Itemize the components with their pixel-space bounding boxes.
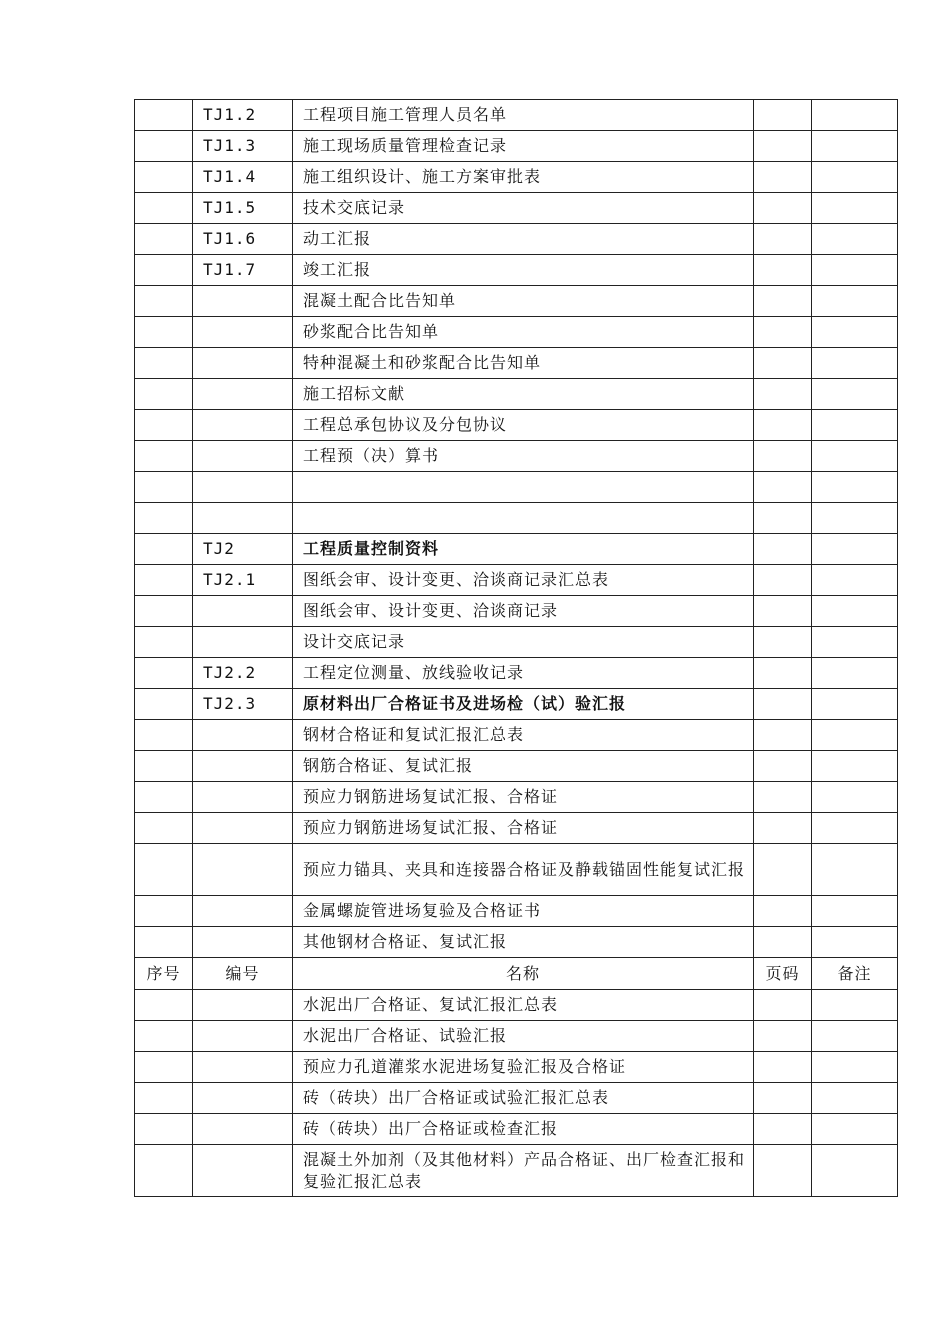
table-row [135, 410, 898, 441]
code-cell: TJ1.6 [193, 224, 293, 255]
note-cell [812, 658, 898, 689]
code-cell: TJ2 [193, 534, 293, 565]
seq-cell [135, 596, 193, 627]
code-cell [193, 348, 293, 379]
table-row [135, 720, 898, 751]
page-cell [754, 224, 812, 255]
note-cell [812, 410, 898, 441]
seq-cell [135, 1145, 193, 1197]
table-row [135, 751, 898, 782]
name-cell: 其他钢材合格证、复试汇报 [293, 927, 754, 958]
note-cell [812, 534, 898, 565]
table-header-row [135, 958, 898, 990]
note-cell [812, 689, 898, 720]
seq-cell [135, 1052, 193, 1083]
table-row [135, 255, 898, 286]
name-cell: 预应力钢筋进场复试汇报、合格证 [293, 782, 754, 813]
note-cell [812, 162, 898, 193]
table-header-row-group [135, 958, 898, 990]
code-cell [193, 1052, 293, 1083]
seq-cell [135, 782, 193, 813]
table-row [135, 348, 898, 379]
seq-cell [135, 627, 193, 658]
code-cell: TJ1.4 [193, 162, 293, 193]
note-cell [812, 565, 898, 596]
name-cell: 施工组织设计、施工方案审批表 [293, 162, 754, 193]
code-cell [193, 720, 293, 751]
table-row [135, 193, 898, 224]
seq-cell [135, 658, 193, 689]
name-cell: 混凝土配合比告知单 [293, 286, 754, 317]
seq-cell [135, 751, 193, 782]
name-cell: 预应力孔道灌浆水泥进场复验汇报及合格证 [293, 1052, 754, 1083]
page-cell [754, 1052, 812, 1083]
seq-cell [135, 689, 193, 720]
table-row [135, 782, 898, 813]
seq-cell [135, 472, 193, 503]
note-cell [812, 813, 898, 844]
page-cell [754, 503, 812, 534]
name-cell: 预应力钢筋进场复试汇报、合格证 [293, 813, 754, 844]
note-cell [812, 896, 898, 927]
table-row [135, 379, 898, 410]
page-cell [754, 813, 812, 844]
code-cell [193, 472, 293, 503]
page-cell [754, 472, 812, 503]
table-body-top [135, 100, 898, 958]
page-cell [754, 990, 812, 1021]
note-cell [812, 286, 898, 317]
header-code: 编号 [193, 958, 293, 990]
table-row [135, 534, 898, 565]
page-cell [754, 689, 812, 720]
seq-cell [135, 410, 193, 441]
table-row [135, 286, 898, 317]
name-cell: 动工汇报 [293, 224, 754, 255]
name-cell: 砂浆配合比告知单 [293, 317, 754, 348]
name-cell: 原材料出厂合格证书及进场检（试）验汇报 [293, 689, 754, 720]
page-cell [754, 534, 812, 565]
name-cell: 钢材合格证和复试汇报汇总表 [293, 720, 754, 751]
archive-index-table [134, 99, 898, 1197]
table-body-bottom [135, 990, 898, 1197]
code-cell [193, 627, 293, 658]
page-cell [754, 782, 812, 813]
name-cell: 工程质量控制资料 [293, 534, 754, 565]
seq-cell [135, 927, 193, 958]
page-cell [754, 1114, 812, 1145]
name-cell: 金属螺旋管进场复验及合格证书 [293, 896, 754, 927]
table-row [135, 317, 898, 348]
table-row [135, 162, 898, 193]
table-row [135, 472, 898, 503]
table-row [135, 1083, 898, 1114]
note-cell [812, 596, 898, 627]
seq-cell [135, 224, 193, 255]
name-cell: 施工现场质量管理检查记录 [293, 131, 754, 162]
page-cell [754, 410, 812, 441]
header-page: 页码 [754, 958, 812, 990]
table-row [135, 441, 898, 472]
page-cell [754, 751, 812, 782]
name-cell: 图纸会审、设计变更、洽谈商记录 [293, 596, 754, 627]
table-row [135, 1021, 898, 1052]
code-cell [193, 379, 293, 410]
name-cell: 砖（砖块）出厂合格证或试验汇报汇总表 [293, 1083, 754, 1114]
page-cell [754, 193, 812, 224]
code-cell [193, 1083, 293, 1114]
note-cell [812, 1021, 898, 1052]
code-cell [193, 782, 293, 813]
code-cell [193, 286, 293, 317]
note-cell [812, 1083, 898, 1114]
header-name: 名称 [293, 958, 754, 990]
seq-cell [135, 100, 193, 131]
seq-cell [135, 565, 193, 596]
header-seq: 序号 [135, 958, 193, 990]
name-cell: 施工招标文献 [293, 379, 754, 410]
seq-cell [135, 844, 193, 896]
note-cell [812, 193, 898, 224]
page-cell [754, 162, 812, 193]
page-cell [754, 896, 812, 927]
note-cell [812, 1114, 898, 1145]
note-cell [812, 317, 898, 348]
code-cell [193, 844, 293, 896]
name-cell: 图纸会审、设计变更、洽谈商记录汇总表 [293, 565, 754, 596]
name-cell: 工程项目施工管理人员名单 [293, 100, 754, 131]
note-cell [812, 503, 898, 534]
table-row [135, 131, 898, 162]
seq-cell [135, 286, 193, 317]
note-cell [812, 224, 898, 255]
page-cell [754, 1083, 812, 1114]
page-cell [754, 658, 812, 689]
seq-cell [135, 1083, 193, 1114]
name-cell: 设计交底记录 [293, 627, 754, 658]
page-cell [754, 844, 812, 896]
seq-cell [135, 503, 193, 534]
code-cell [193, 441, 293, 472]
code-cell: TJ1.3 [193, 131, 293, 162]
name-cell: 钢筋合格证、复试汇报 [293, 751, 754, 782]
page-cell [754, 441, 812, 472]
seq-cell [135, 990, 193, 1021]
header-note: 备注 [812, 958, 898, 990]
page-cell [754, 255, 812, 286]
table-row [135, 813, 898, 844]
note-cell [812, 627, 898, 658]
seq-cell [135, 896, 193, 927]
table-row [135, 1145, 898, 1197]
code-cell: TJ1.2 [193, 100, 293, 131]
page-cell [754, 565, 812, 596]
name-cell: 竣工汇报 [293, 255, 754, 286]
code-cell: TJ2.3 [193, 689, 293, 720]
note-cell [812, 348, 898, 379]
name-cell: 砖（砖块）出厂合格证或检查汇报 [293, 1114, 754, 1145]
table-row [135, 927, 898, 958]
code-cell: TJ2.2 [193, 658, 293, 689]
page-cell [754, 627, 812, 658]
note-cell [812, 441, 898, 472]
note-cell [812, 1052, 898, 1083]
note-cell [812, 990, 898, 1021]
table-row [135, 503, 898, 534]
seq-cell [135, 348, 193, 379]
seq-cell [135, 1114, 193, 1145]
note-cell [812, 720, 898, 751]
note-cell [812, 751, 898, 782]
note-cell [812, 782, 898, 813]
name-cell [293, 503, 754, 534]
seq-cell [135, 379, 193, 410]
note-cell [812, 472, 898, 503]
table-row [135, 658, 898, 689]
table-row [135, 224, 898, 255]
page-cell [754, 100, 812, 131]
page-cell [754, 131, 812, 162]
note-cell [812, 379, 898, 410]
name-cell: 预应力锚具、夹具和连接器合格证及静载锚固性能复试汇报 [293, 844, 754, 896]
code-cell [193, 751, 293, 782]
table-row [135, 565, 898, 596]
page-cell [754, 286, 812, 317]
code-cell [193, 813, 293, 844]
code-cell [193, 1114, 293, 1145]
code-cell [193, 317, 293, 348]
code-cell [193, 927, 293, 958]
page-cell [754, 379, 812, 410]
note-cell [812, 100, 898, 131]
table-row [135, 896, 898, 927]
code-cell: TJ1.5 [193, 193, 293, 224]
name-cell: 工程总承包协议及分包协议 [293, 410, 754, 441]
note-cell [812, 131, 898, 162]
code-cell [193, 896, 293, 927]
page-cell [754, 317, 812, 348]
name-cell: 技术交底记录 [293, 193, 754, 224]
page-cell [754, 596, 812, 627]
code-cell [193, 1021, 293, 1052]
page-cell [754, 1145, 812, 1197]
name-cell: 工程预（决）算书 [293, 441, 754, 472]
name-cell: 特种混凝土和砂浆配合比告知单 [293, 348, 754, 379]
table-row [135, 990, 898, 1021]
name-cell: 水泥出厂合格证、试验汇报 [293, 1021, 754, 1052]
page-cell [754, 348, 812, 379]
seq-cell [135, 1021, 193, 1052]
note-cell [812, 255, 898, 286]
code-cell: TJ1.7 [193, 255, 293, 286]
code-cell [193, 990, 293, 1021]
table-row [135, 627, 898, 658]
table-row [135, 596, 898, 627]
page-cell [754, 720, 812, 751]
table-row [135, 689, 898, 720]
name-cell: 混凝土外加剂（及其他材料）产品合格证、出厂检查汇报和复验汇报汇总表 [293, 1145, 754, 1197]
note-cell [812, 1145, 898, 1197]
code-cell: TJ2.1 [193, 565, 293, 596]
seq-cell [135, 162, 193, 193]
name-cell: 水泥出厂合格证、复试汇报汇总表 [293, 990, 754, 1021]
name-cell [293, 472, 754, 503]
seq-cell [135, 813, 193, 844]
page-cell [754, 1021, 812, 1052]
seq-cell [135, 255, 193, 286]
seq-cell [135, 193, 193, 224]
note-cell [812, 844, 898, 896]
name-cell: 工程定位测量、放线验收记录 [293, 658, 754, 689]
table-row [135, 100, 898, 131]
seq-cell [135, 534, 193, 565]
note-cell [812, 927, 898, 958]
code-cell [193, 410, 293, 441]
seq-cell [135, 441, 193, 472]
page-cell [754, 927, 812, 958]
seq-cell [135, 131, 193, 162]
seq-cell [135, 720, 193, 751]
code-cell [193, 503, 293, 534]
table-row [135, 1114, 898, 1145]
table-row [135, 1052, 898, 1083]
seq-cell [135, 317, 193, 348]
table-row [135, 844, 898, 896]
code-cell [193, 1145, 293, 1197]
code-cell [193, 596, 293, 627]
